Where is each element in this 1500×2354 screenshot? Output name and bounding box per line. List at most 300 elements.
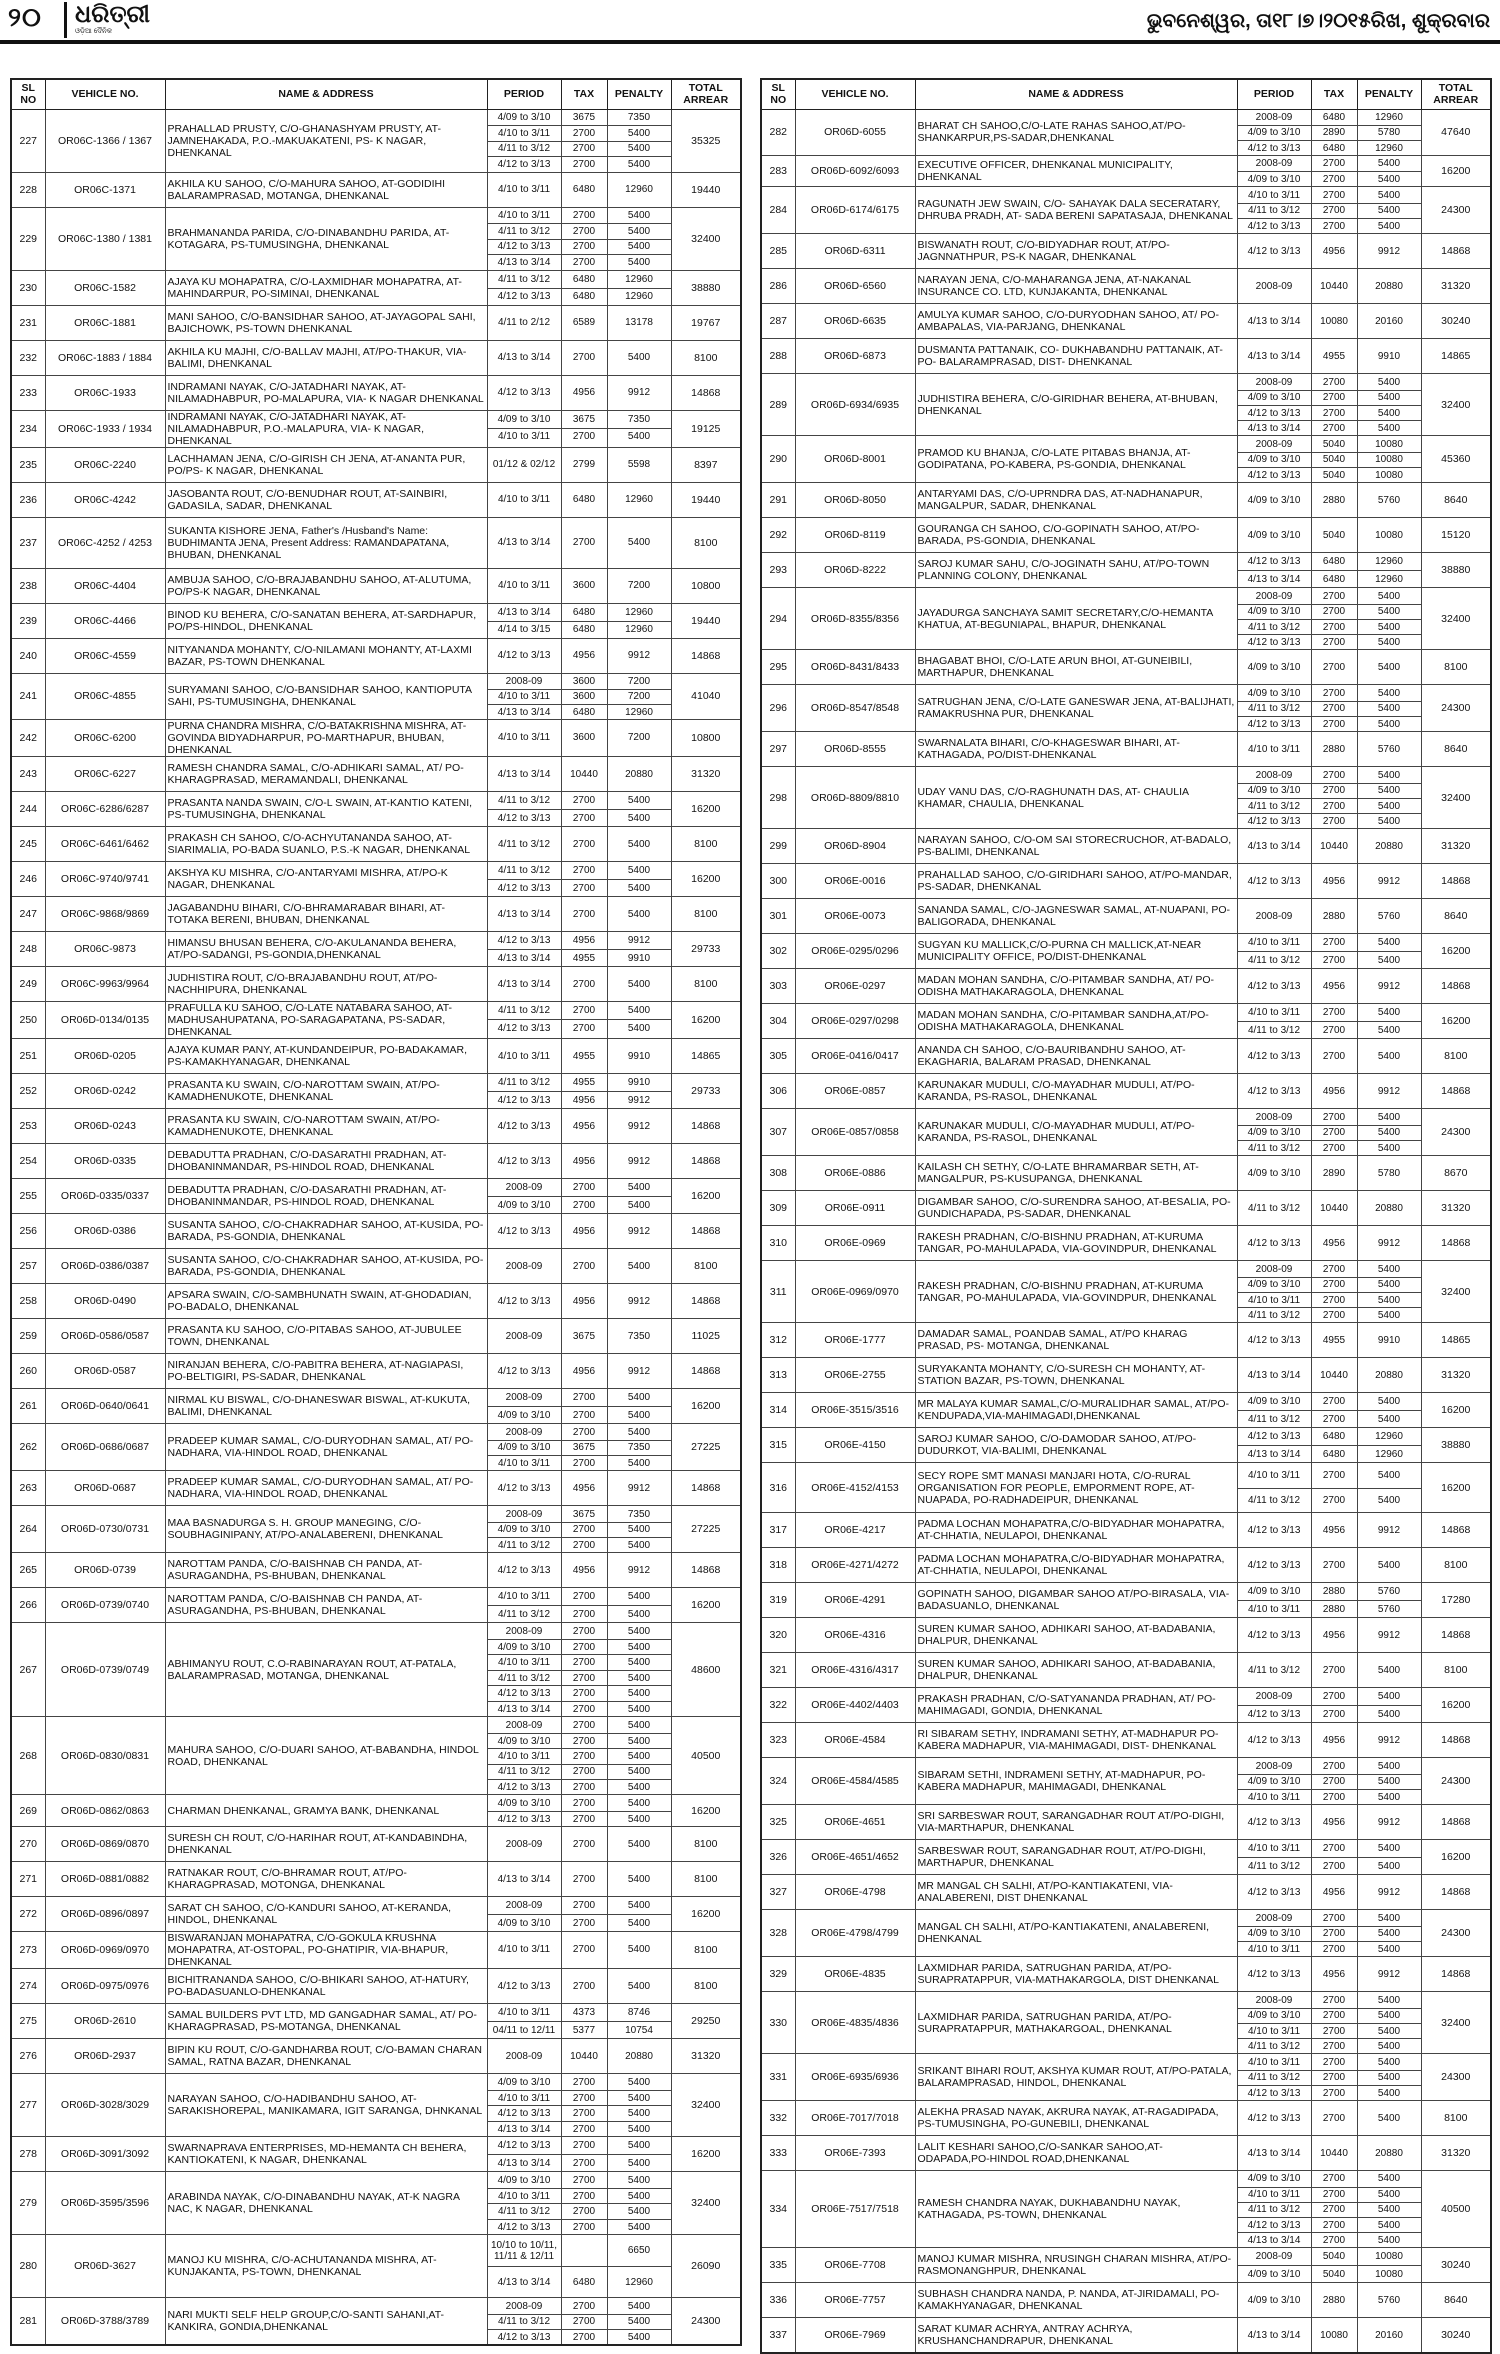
tax-cell — [1311, 1618, 1357, 1653]
tax-cell — [561, 862, 607, 897]
total-arrear-cell: 24300 — [671, 2298, 741, 2345]
tax-cell — [1311, 685, 1357, 732]
period-entry: 4/09 to 3/10 — [1247, 687, 1301, 699]
total-arrear-cell: 8100 — [671, 1249, 741, 1284]
penalty-entry: 5400 — [608, 1019, 671, 1036]
total-arrear-cell: 8640 — [1421, 2283, 1491, 2318]
period-entry: 4/12 to 3/13 — [488, 1019, 561, 1036]
period-entry: 2008-09 — [1255, 1111, 1293, 1123]
vehicle-number-cell: OR06D-3595/3596 — [45, 2172, 165, 2235]
period-entry: 4/10 to 3/11 — [488, 689, 561, 704]
vehicle-number-cell: OR06D-0134/0135 — [45, 1002, 165, 1039]
penalty-entry: 5400 — [1358, 2202, 1421, 2217]
penalty-cell — [607, 1109, 671, 1144]
table-row — [11, 1319, 741, 1354]
period-cell — [487, 1109, 561, 1144]
table-row — [761, 1261, 1491, 1323]
period-entry: 4/11 to 3/12 — [1238, 798, 1311, 813]
tax-entry: 2700 — [1312, 171, 1357, 186]
tax-entry: 10440 — [1320, 1202, 1348, 1214]
penalty-cell — [607, 568, 671, 603]
table-row — [761, 2054, 1491, 2101]
penalty-entry: 5400 — [627, 352, 651, 363]
total-arrear-cell: 10800 — [671, 720, 741, 757]
penalty-cell — [1357, 1688, 1421, 1723]
sl-number-cell: 264 — [11, 1506, 45, 1553]
period-entry: 2008-09 — [1255, 1994, 1293, 2006]
penalty-entry: 5400 — [1377, 937, 1401, 949]
penalty-entry: 5400 — [1377, 1559, 1401, 1571]
sl-number-cell: 239 — [11, 603, 45, 638]
period-entry: 4/11 to 3/12 — [1238, 701, 1311, 716]
table-row — [11, 270, 741, 305]
period-cell — [1237, 767, 1311, 829]
penalty-cell — [607, 2137, 671, 2172]
period-entry: 4/09 to 3/10 — [1247, 2173, 1301, 2185]
vehicle-number-cell: OR06E-0886 — [795, 1156, 915, 1191]
tax-entry: 2700 — [562, 1764, 607, 1779]
penalty-cell — [1357, 1723, 1421, 1758]
period-cell — [1237, 1723, 1311, 1758]
tax-entry: 2700 — [1312, 2023, 1357, 2038]
tax-cell — [561, 827, 607, 862]
vehicle-number-cell: OR06D-0969/0970 — [45, 1932, 165, 1969]
vehicle-number-cell: OR06D-8222 — [795, 553, 915, 588]
name-address-cell: NAROTTAM PANDA, C/O-BAISHNAB CH PANDA, AT-ASURAGANDHA, PS-BHUBAN, DHENKANAL — [165, 1588, 487, 1623]
sl-number-cell: 323 — [761, 1723, 795, 1758]
tax-entry: 5040 — [1322, 438, 1346, 450]
period-cell — [1237, 1358, 1311, 1393]
name-address-cell: LACHHAMAN JENA, C/O-GIRISH CH JENA, AT-ANANTA PUR, PO/PS- K NAGAR, DHENKANAL — [165, 447, 487, 482]
period-entry: 4/09 to 3/10 — [488, 1440, 561, 1455]
period-entry: 4/09 to 3/10 — [1238, 2265, 1311, 2282]
vehicle-number-cell: OR06D-0586/0587 — [45, 1319, 165, 1354]
penalty-entry: 5400 — [1377, 769, 1401, 781]
penalty-cell — [1357, 1957, 1421, 1992]
sl-number-cell: 332 — [761, 2101, 795, 2136]
table-row — [761, 934, 1491, 969]
period-entry: 2008-09 — [1255, 590, 1293, 602]
tax-entry: 2700 — [562, 1455, 607, 1470]
penalty-entry: 5400 — [1358, 2232, 1421, 2247]
period-entry: 4/13 to 3/14 — [497, 537, 551, 548]
tax-cell — [561, 1717, 607, 1795]
col-arrear-header: TOTAL ARREAR — [671, 79, 741, 109]
vehicle-number-cell: OR06D-8001 — [795, 436, 915, 483]
period-cell — [1237, 864, 1311, 899]
name-address-cell: JAYADURGA SANCHAYA SAMIT SECRETARY,C/O-HEMANTA KHATUA, AT-BEGUNIAPAL, BHAPUR, DHENKANAL — [915, 588, 1237, 650]
sl-number-cell: 321 — [761, 1653, 795, 1688]
penalty-entry: 9912 — [627, 650, 651, 661]
period-entry: 4/13 to 3/14 — [1238, 420, 1311, 435]
name-address-cell: BRAHMANANDA PARIDA, C/O-DINABANDHU PARIDA, AT-KOTAGARA, PS-TUMUSINGHA, DHENKANAL — [165, 207, 487, 270]
penalty-cell — [1357, 1109, 1421, 1156]
sl-number-cell: 257 — [11, 1249, 45, 1284]
table-row — [11, 568, 741, 603]
period-entry: 4/13 to 3/14 — [1247, 840, 1301, 852]
total-arrear-cell: 8397 — [671, 447, 741, 482]
penalty-entry: 5400 — [1358, 1705, 1421, 1722]
period-entry: 2008-09 — [505, 1426, 543, 1438]
penalty-entry: 5400 — [627, 2076, 651, 2088]
tax-entry: 2700 — [572, 2076, 596, 2088]
name-address-cell: NARI MUKTI SELF HELP GROUP,C/O-SANTI SAHANI,AT-KANKIRA, GONDIA,DHENKANAL — [165, 2298, 487, 2345]
penalty-entry: 5400 — [608, 1701, 671, 1717]
tax-entry: 2700 — [562, 1748, 607, 1763]
total-arrear-cell: 24300 — [1421, 1910, 1491, 1957]
tax-entry: 2700 — [562, 2154, 607, 2171]
sl-number-cell: 330 — [761, 1992, 795, 2054]
name-address-cell: PRASANTA KU SWAIN, C/O-NAROTTAM SWAIN, AT/PO-KAMADHENUKOTE, DHENKANAL — [165, 1074, 487, 1109]
tax-cell — [561, 1354, 607, 1389]
tax-cell — [1311, 109, 1357, 156]
table-row — [761, 1583, 1491, 1618]
tax-entry: 2700 — [572, 352, 596, 363]
tax-entry: 10440 — [1320, 840, 1348, 852]
tax-cell — [561, 1424, 607, 1471]
penalty-cell — [1357, 767, 1421, 829]
total-arrear-cell: 27225 — [671, 1506, 741, 1553]
table-row — [761, 864, 1491, 899]
period-cell — [1237, 1992, 1311, 2054]
total-arrear-cell: 16200 — [671, 2137, 741, 2172]
vehicle-number-cell: OR06E-4217 — [795, 1513, 915, 1548]
total-arrear-cell: 16200 — [1421, 156, 1491, 187]
penalty-entry: 9912 — [1377, 1085, 1401, 1097]
table-row — [11, 1354, 741, 1389]
period-cell — [487, 1471, 561, 1506]
tax-cell — [1311, 1840, 1357, 1875]
vehicle-number-cell: OR06D-6635 — [795, 304, 915, 339]
sl-number-cell: 334 — [761, 2171, 795, 2248]
sl-number-cell: 230 — [11, 270, 45, 305]
penalty-cell — [607, 1471, 671, 1506]
total-arrear-cell: 31320 — [1421, 269, 1491, 304]
tax-cell — [561, 1897, 607, 1932]
penalty-entry: 5400 — [627, 2300, 651, 2312]
table-row — [761, 1039, 1491, 1074]
vehicle-number-cell: OR06D-0687 — [45, 1471, 165, 1506]
sl-number-cell: 290 — [761, 436, 795, 483]
tax-entry: 2700 — [1322, 2056, 1346, 2068]
penalty-entry: 5400 — [627, 2174, 651, 2186]
period-entry: 2008-09 — [1255, 438, 1293, 450]
name-address-cell: GOURANGA CH SAHOO, C/O-GOPINATH SAHOO, AT/PO-BARADA, PS-GONDIA, DHENKANAL — [915, 518, 1237, 553]
tax-cell — [1311, 2318, 1357, 2354]
period-cell — [487, 1249, 561, 1284]
period-cell — [487, 340, 561, 375]
total-arrear-cell: 19767 — [671, 305, 741, 340]
table-row — [11, 1623, 741, 1717]
vehicle-number-cell: OR06C-1933 / 1934 — [45, 410, 165, 447]
period-entry: 4/11 to 3/12 — [1238, 2202, 1311, 2217]
period-cell — [487, 207, 561, 270]
tax-cell — [561, 720, 607, 757]
penalty-entry: 7350 — [627, 1508, 651, 1520]
penalty-entry: 5400 — [627, 795, 651, 807]
table-row — [11, 1109, 741, 1144]
period-entry: 4/13 to 3/14 — [488, 2121, 561, 2137]
vehicle-number-cell: OR06E-0416/0417 — [795, 1039, 915, 1074]
total-arrear-cell: 8670 — [1421, 1156, 1491, 1191]
name-address-cell: PRADEEP KUMAR SAMAL, C/O-DURYODHAN SAMAL, AT/ PO-NADHARA, VIA-HINDOL ROAD, DHENKANAL — [165, 1424, 487, 1471]
penalty-entry: 5400 — [627, 1005, 651, 1017]
penalty-cell — [1357, 2318, 1421, 2354]
sl-number-cell: 249 — [11, 967, 45, 1002]
penalty-entry: 5400 — [1358, 1926, 1421, 1941]
table-row — [11, 2137, 741, 2172]
period-entry: 4/11 to 3/12 — [497, 865, 551, 877]
penalty-entry: 10080 — [1358, 452, 1421, 467]
tax-entry: 2700 — [572, 1797, 596, 1809]
vehicle-number-cell: OR06E-7969 — [795, 2318, 915, 2354]
tax-entry: 3675 — [572, 111, 596, 123]
period-entry: 4/12 to 3/13 — [1247, 1559, 1301, 1571]
sl-number-cell: 292 — [761, 518, 795, 553]
period-cell — [487, 1214, 561, 1249]
table-row — [11, 1249, 741, 1284]
tax-entry: 5040 — [1312, 467, 1357, 482]
table-row — [761, 304, 1491, 339]
period-entry: 4/12 to 3/13 — [488, 2329, 561, 2344]
penalty-cell — [607, 1932, 671, 1969]
tax-entry: 4955 — [562, 949, 607, 966]
total-arrear-cell: 35325 — [671, 109, 741, 172]
penalty-entry: 10080 — [1375, 438, 1403, 450]
sl-number-cell: 281 — [11, 2298, 45, 2345]
penalty-entry: 7350 — [627, 111, 651, 123]
table-row — [761, 1875, 1491, 1910]
penalty-cell — [607, 1553, 671, 1588]
vehicle-number-cell: OR06D-0490 — [45, 1284, 165, 1319]
tax-entry: 2700 — [1312, 2187, 1357, 2202]
name-address-cell: PURNA CHANDRA MISHRA, C/O-BATAKRISHNA MISHRA, AT-GOVINDA BIDYADHARPUR, PO-MARTHAPUR, BHUBAN, DHENKANAL — [165, 720, 487, 757]
table-row — [761, 2248, 1491, 2283]
vehicle-number-cell: OR06E-0297 — [795, 969, 915, 1004]
period-cell — [487, 1319, 561, 1354]
penalty-entry: 5400 — [608, 2219, 671, 2235]
tax-cell — [1311, 899, 1357, 934]
total-arrear-cell: 8100 — [671, 967, 741, 1002]
period-entry: 4/13 to 3/14 — [1247, 2147, 1301, 2159]
name-address-cell: UDAY VANU DAS, C/O-RAGHUNATH DAS, AT- CHAULIA KHAMAR, CHAULIA, DHENKANAL — [915, 767, 1237, 829]
period-entry: 4/11 to 3/12 — [497, 1077, 551, 1089]
sl-number-cell: 247 — [11, 897, 45, 932]
vehicle-number-cell: OR06E-4316 — [795, 1618, 915, 1653]
penalty-cell — [607, 375, 671, 410]
sl-number-cell: 317 — [761, 1513, 795, 1548]
period-entry: 4/09 to 3/10 — [1238, 2008, 1311, 2023]
tax-cell — [1311, 1004, 1357, 1039]
tax-entry: 2700 — [1312, 1307, 1357, 1322]
tax-entry: 2700 — [1312, 1926, 1357, 1941]
penalty-cell — [1357, 436, 1421, 483]
table-row — [761, 899, 1491, 934]
sl-number-cell: 283 — [761, 156, 795, 187]
table-row — [761, 1191, 1491, 1226]
penalty-entry: 5400 — [608, 809, 671, 826]
tax-entry: 4956 — [1322, 1968, 1346, 1980]
period-cell — [487, 720, 561, 757]
penalty-entry: 5780 — [1377, 1167, 1401, 1179]
vehicle-number-cell: OR06D-8809/8810 — [795, 767, 915, 829]
name-address-cell: INDRAMANI NAYAK, C/O-JATADHARI NAYAK, AT-NILAMADHABPUR, P.O.-MALAPURA, VIA- K NAGAR, DHENKANAL — [165, 410, 487, 447]
period-entry: 2008-09 — [1255, 1691, 1293, 1703]
col-vehicle-header: VEHICLE NO. — [45, 79, 165, 109]
total-arrear-cell: 14868 — [1421, 1074, 1491, 1109]
tax-entry: 4956 — [572, 1120, 596, 1132]
tax-cell — [561, 447, 607, 482]
total-arrear-cell: 24300 — [1421, 2054, 1491, 2101]
period-entry: 4/12 to 3/13 — [497, 1980, 551, 1992]
period-cell — [1237, 436, 1311, 483]
period-cell — [1237, 732, 1311, 767]
tax-cell — [1311, 1261, 1357, 1323]
name-address-cell: SURESH CH ROUT, C/O-HARIHAR ROUT, AT-KANDABINDHA, DHENKANAL — [165, 1827, 487, 1862]
penalty-entry: 5400 — [627, 1873, 651, 1885]
period-cell — [1237, 518, 1311, 553]
left-table-body — [11, 109, 741, 2345]
name-address-cell: PADMA LOCHAN MOHAPATRA,C/O-BIDYADHAR MOHAPATRA, AT-CHHATIA, NEULAPOI, DHENKANAL — [915, 1548, 1237, 1583]
period-entry: 4/10 to 3/11 — [497, 1591, 551, 1603]
vehicle-number-cell: OR06D-0881/0882 — [45, 1862, 165, 1897]
period-entry: 4/10 to 3/11 — [1238, 1941, 1311, 1956]
period-entry: 2008-09 — [1255, 111, 1293, 123]
penalty-cell — [607, 932, 671, 967]
table-row — [761, 2283, 1491, 2318]
vehicle-number-cell: OR06D-0686/0687 — [45, 1424, 165, 1471]
period-entry: 4/10 to 3/11 — [497, 1050, 551, 1062]
period-cell — [487, 2172, 561, 2235]
total-arrear-cell: 14868 — [1421, 1723, 1491, 1758]
total-arrear-cell: 47640 — [1421, 109, 1491, 156]
table-row — [761, 1393, 1491, 1428]
vehicle-number-cell: OR06D-6055 — [795, 109, 915, 156]
total-arrear-cell: 14868 — [671, 1553, 741, 1588]
table-row — [761, 483, 1491, 518]
name-address-cell: LAXMIDHAR PARIDA, SATRUGHAN PARIDA, AT/PO-SURAPRATAPPUR, VIA-MATHAKARGOLA, DIST DHENKANAL — [915, 1957, 1237, 1992]
tax-entry: 2700 — [1322, 937, 1346, 949]
vehicle-number-cell: OR06C-4855 — [45, 673, 165, 720]
tax-cell — [1311, 2283, 1357, 2318]
period-cell — [1237, 2248, 1311, 2283]
tax-entry: 2700 — [572, 978, 596, 990]
vehicle-number-cell: OR06E-0969 — [795, 1226, 915, 1261]
penalty-cell — [607, 410, 671, 447]
period-cell — [487, 517, 561, 568]
penalty-cell — [1357, 1513, 1421, 1548]
name-address-cell: LALIT KESHARI SAHOO,C/O-SANKAR SAHOO,AT-ODAPADA,PO-HINDOL ROAD,DHENKANAL — [915, 2136, 1237, 2171]
penalty-entry: 5400 — [1358, 1857, 1421, 1874]
vehicle-number-cell: OR06E-4835 — [795, 1957, 915, 1992]
period-entry: 4/09 to 3/10 — [488, 1522, 561, 1537]
period-cell — [487, 172, 561, 207]
table-row — [11, 1039, 741, 1074]
tax-entry: 2700 — [1322, 1263, 1346, 1275]
table-row — [11, 305, 741, 340]
header-rule — [0, 40, 1500, 44]
penalty-cell — [1357, 269, 1421, 304]
name-address-cell: AJAYA KU MOHAPATRA, C/O-LAXMIDHAR MOHAPATRA, AT-MAHINDARPUR, PO-SIMINAI, DHENKANAL — [165, 270, 487, 305]
name-address-cell: AKHILA KU SAHOO, C/O-MAHURA SAHOO, AT-GODIDIHI BALARAMPRASAD, MOTANGA, DHENKANAL — [165, 172, 487, 207]
table-row — [11, 1389, 741, 1424]
tax-entry: 2880 — [1322, 910, 1346, 922]
vehicle-number-cell: OR06E-7017/7018 — [795, 2101, 915, 2136]
period-cell — [1237, 374, 1311, 436]
vehicle-number-cell: OR06C-1883 / 1884 — [45, 340, 165, 375]
tax-cell — [561, 517, 607, 568]
penalty-cell — [607, 1249, 671, 1284]
penalty-entry: 5400 — [608, 223, 671, 239]
tax-cell — [1311, 234, 1357, 269]
name-address-cell: PRASANTA KU SAHOO, C/O-PITABAS SAHOO, AT-JUBULEE TOWN, DHENKANAL — [165, 1319, 487, 1354]
period-entry: 4/13 to 3/14 — [488, 254, 561, 270]
period-entry: 4/12 to 3/13 — [1247, 1968, 1301, 1980]
penalty-cell — [1357, 1875, 1421, 1910]
period-cell — [487, 1795, 561, 1827]
tax-entry: 2700 — [1312, 2085, 1357, 2100]
period-cell — [1237, 1805, 1311, 1840]
period-entry: 4/12 to 3/13 — [497, 1225, 551, 1237]
sl-number-cell: 246 — [11, 862, 45, 897]
tax-entry: 2700 — [1312, 701, 1357, 716]
tax-cell — [561, 1862, 607, 1897]
sl-number-cell: 279 — [11, 2172, 45, 2235]
sl-number-cell: 255 — [11, 1179, 45, 1214]
penalty-cell — [607, 2172, 671, 2235]
penalty-entry: 5400 — [608, 1914, 671, 1931]
period-entry: 4/12 to 3/13 — [1247, 1431, 1301, 1443]
vehicle-number-cell: OR06C-6461/6462 — [45, 827, 165, 862]
sl-number-cell: 315 — [761, 1428, 795, 1463]
tax-entry: 2700 — [572, 1980, 596, 1992]
penalty-cell — [1357, 732, 1421, 767]
tax-cell — [561, 109, 607, 172]
vehicle-number-cell: OR06D-0386 — [45, 1214, 165, 1249]
table-row — [761, 234, 1491, 269]
penalty-entry: 5400 — [1377, 1470, 1401, 1482]
penalty-entry: 5400 — [627, 978, 651, 990]
penalty-entry: 9910 — [1377, 350, 1401, 362]
name-address-cell: KARUNAKAR MUDULI, C/O-MAYADHAR MUDULI, AT/PO-KARANDA, PS-RASOL, DHENKANAL — [915, 1109, 1237, 1156]
name-address-cell: SUSANTA SAHOO, C/O-CHAKRADHAR SAHOO, AT-KUSIDA, PO-BARADA, PS-GONDIA, DHENKANAL — [165, 1249, 487, 1284]
vehicle-number-cell: OR06D-0739/0740 — [45, 1588, 165, 1623]
table-row — [11, 482, 741, 517]
penalty-entry: 12960 — [608, 704, 671, 719]
total-arrear-cell: 32400 — [1421, 1992, 1491, 2054]
tax-entry: 2700 — [562, 156, 607, 172]
period-entry: 2008-09 — [505, 1625, 543, 1637]
tax-cell — [1311, 1428, 1357, 1463]
tax-entry: 2700 — [1322, 769, 1346, 781]
penalty-cell — [607, 109, 671, 172]
penalty-entry: 9912 — [627, 1225, 651, 1237]
period-entry: 4/10 to 3/11 — [488, 1455, 561, 1470]
penalty-entry: 5400 — [1358, 604, 1421, 619]
vehicle-number-cell: OR06E-3515/3516 — [795, 1393, 915, 1428]
name-address-cell: MR MANGAL CH SALHI, AT/PO-KANTIAKATENI, VIA-ANALABERENI, DIST DHENKANAL — [915, 1875, 1237, 1910]
table-row — [761, 1688, 1491, 1723]
penalty-cell — [607, 1827, 671, 1862]
penalty-entry: 9912 — [627, 1295, 651, 1307]
period-cell — [1237, 269, 1311, 304]
total-arrear-cell: 16200 — [1421, 1463, 1491, 1513]
table-row — [11, 2172, 741, 2235]
period-entry: 4/10 to 3/11 — [497, 1943, 551, 1955]
table-row — [761, 1323, 1491, 1358]
tax-entry: 2700 — [572, 1591, 596, 1603]
period-entry: 2008-09 — [1255, 1263, 1293, 1275]
